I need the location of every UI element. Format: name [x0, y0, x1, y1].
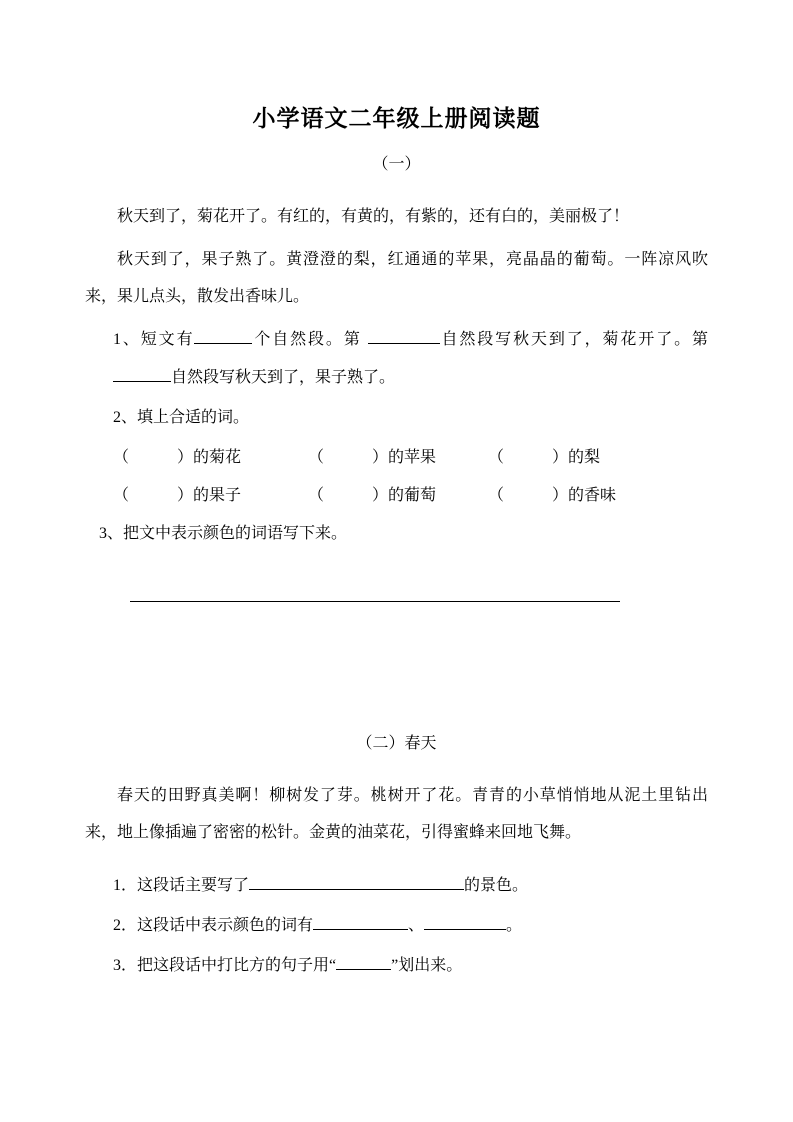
question-text: 3．把这段话中打比方的句子用“	[113, 957, 337, 974]
question-text: 1．这段话主要写了	[113, 877, 250, 894]
word-fill-item: （ ）的果子	[113, 487, 242, 504]
blank-line	[336, 955, 391, 970]
question-text: 自然段写秋天到了，果子熟了。	[171, 369, 396, 386]
section1-heading: （一）	[372, 156, 421, 173]
blank-line	[249, 875, 464, 890]
section1-question-1	[85, 321, 708, 397]
section1-paragraph-2: 秋天到了，果子熟了。黄澄澄的梨，红通通的苹果，亮晶晶的葡萄。一阵凉风吹来，果儿点头，散发出香味儿。	[85, 251, 708, 305]
section1-question-2-label: 2、填上合适的词。	[113, 409, 250, 426]
document-title: 小学语文二年级上册阅读题	[252, 106, 541, 131]
blank-line	[368, 329, 440, 344]
blank-line	[194, 329, 252, 344]
section1-paragraph-1: 秋天到了，菊花开了。有红的，有黄的，有紫的，还有白的，美丽极了！	[117, 208, 630, 225]
blank-line	[313, 915, 408, 930]
word-fill-row-1	[85, 439, 708, 476]
spacer	[85, 857, 708, 867]
word-fill-row-2	[85, 477, 708, 514]
question-text: 1、短文有	[113, 331, 195, 348]
section1-question-3-label: 3、把文中表示颜色的词语写下来。	[99, 525, 348, 542]
section2-paragraph: 春天的田野真美啊！柳树发了芽。桃树开了花。青青的小草悄悄地从泥土里钻出来，地上像插遍了密密的松针。金黄的油菜花，引得蜜蜂来回地飞舞。	[85, 787, 708, 841]
word-fill-item: （ ）的苹果	[308, 449, 437, 466]
question-text: 个自然段。第	[252, 331, 368, 348]
word-fill-item: （ ）的梨	[488, 449, 601, 466]
question-text: 的景色。	[464, 877, 529, 894]
section2-question-1	[85, 867, 708, 905]
question-text: 自然段写秋天到了，菊花开了。第	[439, 331, 708, 348]
word-fill-item: （ ）的香味	[488, 487, 617, 504]
word-fill-item: （ ）的菊花	[113, 449, 242, 466]
question-text: 。	[506, 917, 523, 934]
section2-question-3	[85, 947, 708, 985]
blank-line	[424, 915, 506, 930]
section-spacer	[85, 602, 708, 730]
question-text: 、	[408, 917, 425, 934]
blank-line	[113, 367, 171, 382]
section2-question-2	[85, 907, 708, 945]
question-text: 2．这段话中表示颜色的词有	[113, 917, 314, 934]
section2-heading: （二）春天	[356, 735, 437, 752]
question-text: ”划出来。	[391, 957, 463, 974]
word-fill-item: （ ）的葡萄	[308, 487, 437, 504]
